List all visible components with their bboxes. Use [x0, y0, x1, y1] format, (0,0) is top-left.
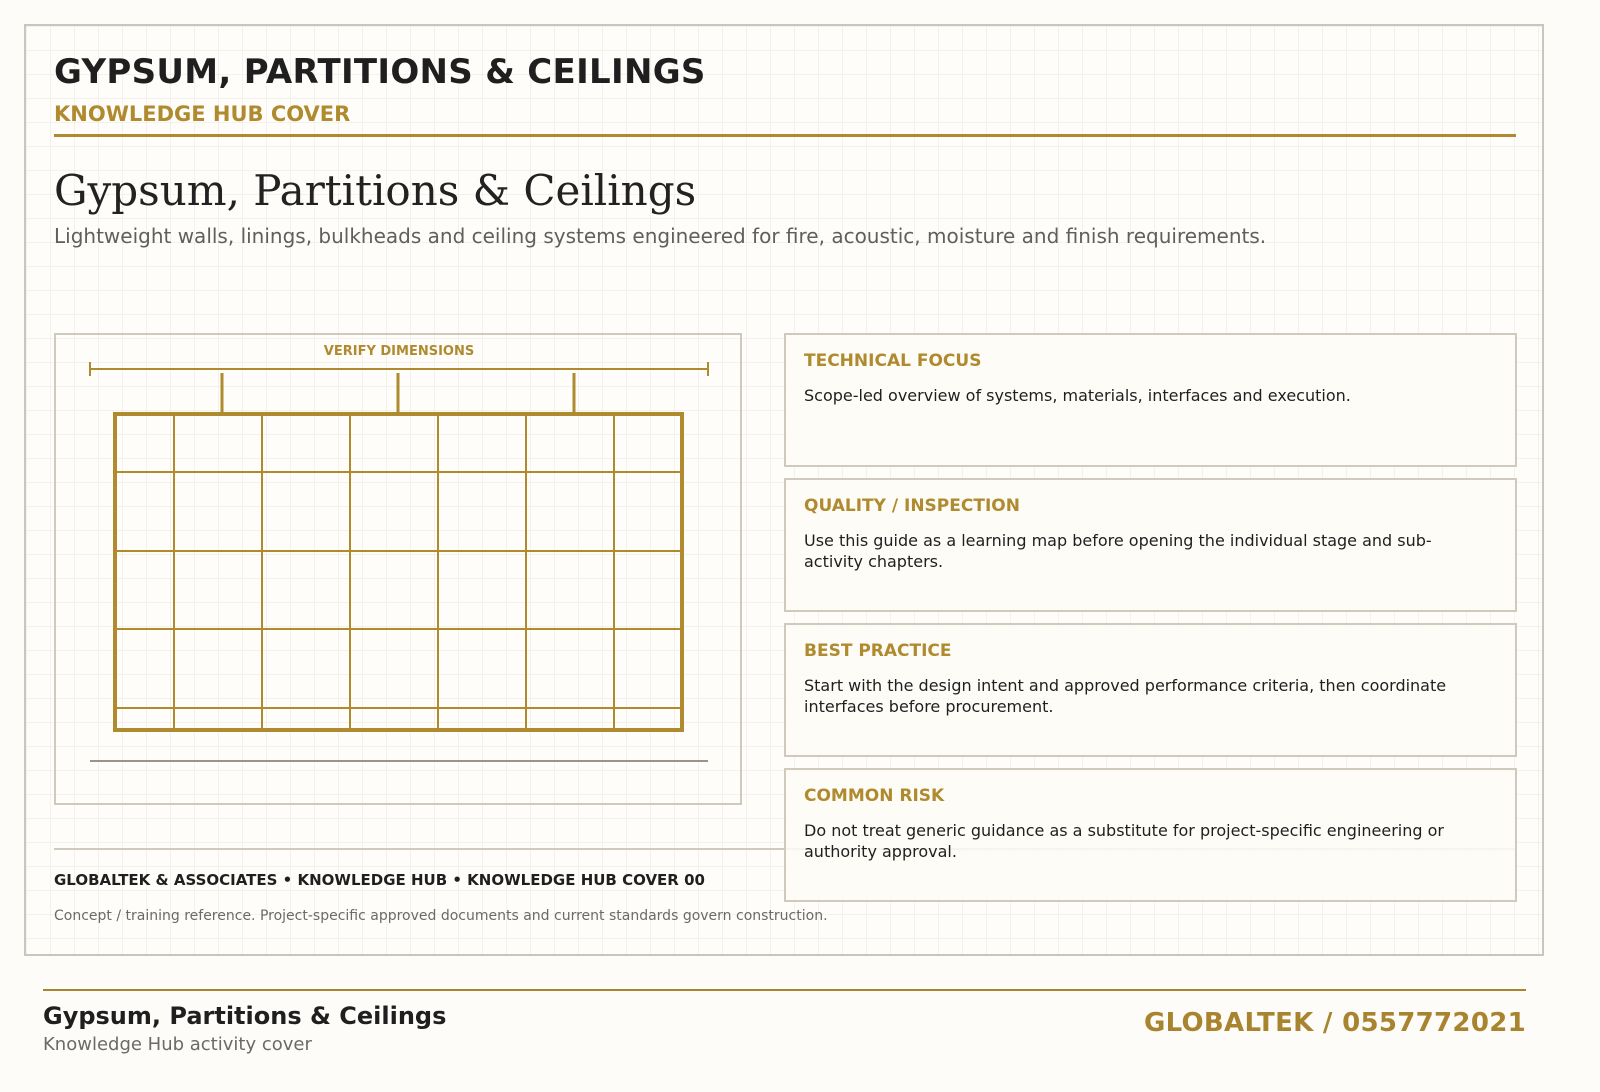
card-text: Start with the design intent and approved performance criteria, then coordinate interfaces before procurement.	[804, 676, 1447, 716]
ceiling-grid-frame	[115, 414, 682, 730]
dimension-label: VERIFY DIMENSIONS	[323, 344, 475, 359]
bottom-bar-title: Gypsum, Partitions & Ceilings	[43, 1002, 447, 1030]
card-text: Do not treat generic guidance as a substitute for project-specific engineering or authority approval.	[804, 821, 1444, 861]
ceiling-grid-diagram	[56, 335, 744, 807]
card-title: TECHNICAL FOCUS	[804, 351, 982, 371]
bottom-bar-brand: GLOBALTEK / 0557772021	[1143, 1008, 1526, 1038]
card-text: Use this guide as a learning map before opening the individual stage and sub-activity chapters.	[804, 531, 1432, 571]
footer-organization-line: GLOBALTEK & ASSOCIATES • KNOWLEDGE HUB • KNOWLEDGE HUB COVER 00	[54, 871, 705, 889]
card-title: QUALITY / INSPECTION	[804, 496, 1020, 516]
ceiling-grid-diagram-panel	[54, 333, 742, 805]
card-common-risk	[784, 768, 1517, 902]
card-title: COMMON RISK	[804, 786, 945, 806]
card-best-practice	[784, 623, 1517, 757]
bottom-bar-subtitle: Knowledge Hub activity cover	[43, 1034, 312, 1055]
footer-disclaimer: Concept / training reference. Project-specific approved documents and current standards govern construction.	[54, 908, 828, 924]
header-subtitle: KNOWLEDGE HUB COVER	[54, 102, 351, 126]
card-technical-focus	[784, 333, 1517, 467]
page-lead: Lightweight walls, linings, bulkheads and ceiling systems engineered for fire, acoustic, moisture and finish requirements.	[54, 224, 1267, 248]
header-title: GYPSUM, PARTITIONS & CEILINGS	[54, 52, 706, 92]
card-text: Scope-led overview of systems, materials, interfaces and execution.	[804, 386, 1351, 405]
header-divider	[54, 134, 1516, 137]
page-title: Gypsum, Partitions & Ceilings	[54, 166, 697, 215]
bottom-bar-divider	[43, 989, 1526, 991]
card-title: BEST PRACTICE	[804, 641, 952, 661]
cover-sheet	[24, 24, 1544, 956]
card-quality-inspection	[784, 478, 1517, 612]
